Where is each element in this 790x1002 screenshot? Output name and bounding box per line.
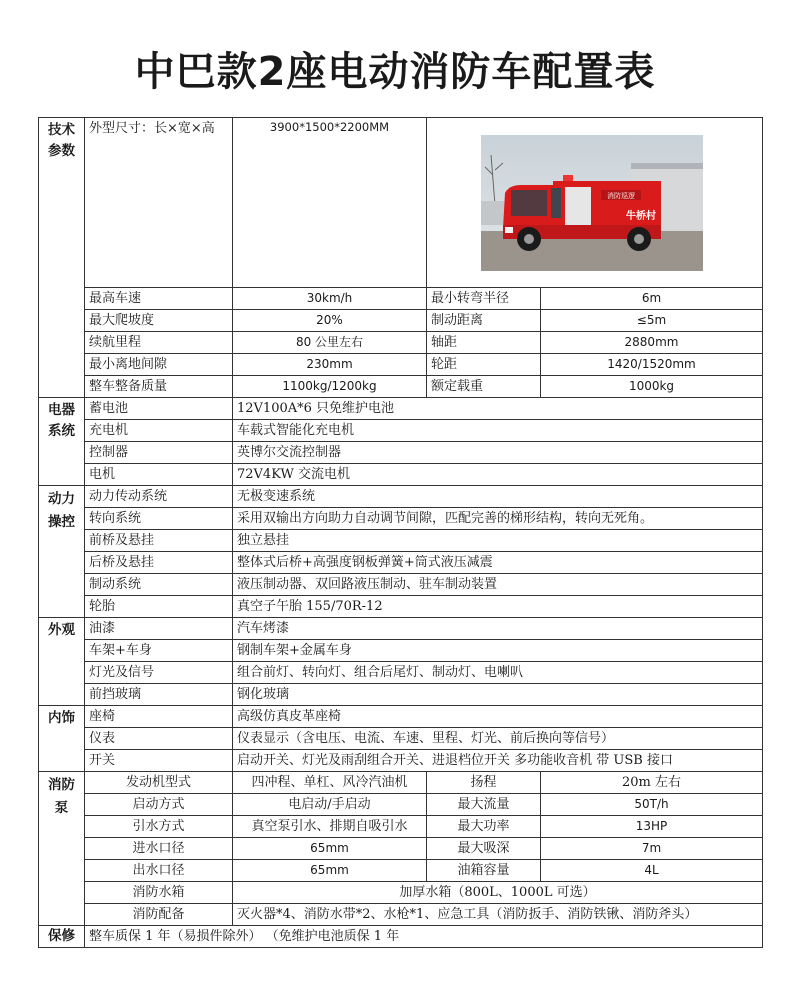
spec-label: 制动系统 bbox=[85, 574, 233, 596]
spec-value: 英博尔交流控制器 bbox=[233, 442, 763, 464]
table-row bbox=[39, 684, 763, 706]
table-row bbox=[39, 860, 763, 882]
table-row bbox=[39, 662, 763, 684]
spec-value: 2880mm bbox=[541, 332, 763, 354]
spec-value: 4L bbox=[541, 860, 763, 882]
spec-label: 前挡玻璃 bbox=[85, 684, 233, 706]
dimension-label: 外型尺寸：长×宽×高 bbox=[85, 118, 233, 288]
spec-value: 加厚水箱（800L、1000L 可选） bbox=[233, 882, 763, 904]
table-row bbox=[39, 904, 763, 926]
table-row bbox=[39, 772, 763, 794]
spec-label: 消防配备 bbox=[85, 904, 233, 926]
section-label-control: 动力操控 bbox=[39, 486, 85, 618]
spec-value: ≤5m bbox=[541, 310, 763, 332]
spec-value: 仪表显示（含电压、电流、车速、里程、灯光、前后换向等信号） bbox=[233, 728, 763, 750]
spec-label: 发动机型式 bbox=[85, 772, 233, 794]
table-row bbox=[39, 508, 763, 530]
spec-value: 20m 左右 bbox=[541, 772, 763, 794]
table-row bbox=[39, 288, 763, 310]
spec-label: 电机 bbox=[85, 464, 233, 486]
spec-label: 额定载重 bbox=[427, 376, 541, 398]
photo-village-text: 牛桥村 bbox=[626, 210, 656, 222]
spec-value: 独立悬挂 bbox=[233, 530, 763, 552]
spec-value: 启动开关、灯光及雨刮组合开关、进退档位开关 多功能收音机 带 USB 接口 bbox=[233, 750, 763, 772]
spec-label: 最高车速 bbox=[85, 288, 233, 310]
table-row bbox=[39, 816, 763, 838]
table-row bbox=[39, 728, 763, 750]
table-row bbox=[39, 376, 763, 398]
table-row bbox=[39, 574, 763, 596]
spec-value: 1100kg/1200kg bbox=[233, 376, 427, 398]
spec-value: 50T/h bbox=[541, 794, 763, 816]
table-row bbox=[39, 354, 763, 376]
spec-value: 无极变速系统 bbox=[233, 486, 763, 508]
table-row bbox=[39, 310, 763, 332]
spec-label: 最小转弯半径 bbox=[427, 288, 541, 310]
spec-value: 65mm bbox=[233, 860, 427, 882]
spec-label: 前桥及悬挂 bbox=[85, 530, 233, 552]
table-row bbox=[39, 596, 763, 618]
spec-label: 启动方式 bbox=[85, 794, 233, 816]
table-row bbox=[39, 442, 763, 464]
spec-value: 液压制动器、双回路液压制动、驻车制动装置 bbox=[233, 574, 763, 596]
spec-label: 油漆 bbox=[85, 618, 233, 640]
spec-label: 仪表 bbox=[85, 728, 233, 750]
spec-value: 1420/1520mm bbox=[541, 354, 763, 376]
spec-label: 最大吸深 bbox=[427, 838, 541, 860]
spec-label: 扬程 bbox=[427, 772, 541, 794]
table-row bbox=[39, 464, 763, 486]
spec-value: 72V4KW 交流电机 bbox=[233, 464, 763, 486]
table-row bbox=[39, 838, 763, 860]
fire-truck-photo bbox=[481, 135, 703, 271]
table-row bbox=[39, 794, 763, 816]
table-row bbox=[39, 882, 763, 904]
spec-label: 油箱容量 bbox=[427, 860, 541, 882]
spec-label: 动力传动系统 bbox=[85, 486, 233, 508]
table-row bbox=[39, 420, 763, 442]
spec-label: 出水口径 bbox=[85, 860, 233, 882]
spec-value: 钢制车架+金属车身 bbox=[233, 640, 763, 662]
warranty-value: 整车质保 1 年（易损件除外） （免维护电池质保 1 年 bbox=[85, 926, 763, 948]
spec-value: 7m bbox=[541, 838, 763, 860]
table-row bbox=[39, 640, 763, 662]
spec-value: 6m bbox=[541, 288, 763, 310]
table-row bbox=[39, 552, 763, 574]
spec-value: 组合前灯、转向灯、组合后尾灯、制动灯、电喇叭 bbox=[233, 662, 763, 684]
spec-value: 高级仿真皮革座椅 bbox=[233, 706, 763, 728]
spec-value: 整体式后桥+高强度钢板弹簧+筒式液压减震 bbox=[233, 552, 763, 574]
spec-value: 1000kg bbox=[541, 376, 763, 398]
spec-label: 进水口径 bbox=[85, 838, 233, 860]
spec-label: 最小离地间隙 bbox=[85, 354, 233, 376]
spec-label: 开关 bbox=[85, 750, 233, 772]
section-label-tech: 技术参数 bbox=[39, 118, 85, 398]
config-table bbox=[38, 117, 763, 948]
table-row bbox=[39, 926, 763, 948]
spec-label: 引水方式 bbox=[85, 816, 233, 838]
spec-value: 灭火器*4、消防水带*2、水枪*1、应急工具（消防扳手、消防铁锹、消防斧头） bbox=[233, 904, 763, 926]
table-row bbox=[39, 486, 763, 508]
dimension-value: 3900*1500*2200MM bbox=[233, 118, 427, 288]
section-label-exterior: 外观 bbox=[39, 618, 85, 706]
spec-value: 真空子午胎 155/70R-12 bbox=[233, 596, 763, 618]
photo-sign-text: 消防巡逻 bbox=[607, 191, 635, 200]
vehicle-photo-cell bbox=[427, 118, 763, 288]
spec-value: 12V100A*6 只免维护电池 bbox=[233, 398, 763, 420]
spec-value: 汽车烤漆 bbox=[233, 618, 763, 640]
section-label-electrical: 电器系统 bbox=[39, 398, 85, 486]
spec-label: 续航里程 bbox=[85, 332, 233, 354]
spec-label: 轮胎 bbox=[85, 596, 233, 618]
spec-value: 20% bbox=[233, 310, 427, 332]
spec-label: 最大流量 bbox=[427, 794, 541, 816]
spec-label: 最大爬坡度 bbox=[85, 310, 233, 332]
spec-label: 车架+车身 bbox=[85, 640, 233, 662]
table-row bbox=[39, 706, 763, 728]
table-row bbox=[39, 618, 763, 640]
spec-label: 整车整备质量 bbox=[85, 376, 233, 398]
table-row bbox=[39, 332, 763, 354]
spec-label: 消防水箱 bbox=[85, 882, 233, 904]
spec-label: 轮距 bbox=[427, 354, 541, 376]
spec-value: 采用双输出方向助力自动调节间隙，匹配完善的梯形结构，转向无死角。 bbox=[233, 508, 763, 530]
spec-value: 车载式智能化充电机 bbox=[233, 420, 763, 442]
section-label-pump: 消防泵 bbox=[39, 772, 85, 926]
spec-value: 30km/h bbox=[233, 288, 427, 310]
spec-value: 四冲程、单杠、风冷汽油机 bbox=[233, 772, 427, 794]
table-row bbox=[39, 530, 763, 552]
section-label-warranty: 保修 bbox=[39, 926, 85, 948]
spec-label: 座椅 bbox=[85, 706, 233, 728]
table-row bbox=[39, 750, 763, 772]
table-row bbox=[39, 398, 763, 420]
spec-value: 80 公里左右 bbox=[233, 332, 427, 354]
spec-value: 钢化玻璃 bbox=[233, 684, 763, 706]
spec-label: 制动距离 bbox=[427, 310, 541, 332]
spec-label: 蓄电池 bbox=[85, 398, 233, 420]
section-label-interior: 内饰 bbox=[39, 706, 85, 772]
spec-label: 最大功率 bbox=[427, 816, 541, 838]
spec-label: 转向系统 bbox=[85, 508, 233, 530]
page-title: 中巴款2座电动消防车配置表 bbox=[134, 49, 656, 95]
spec-value: 65mm bbox=[233, 838, 427, 860]
spec-value: 真空泵引水、排期自吸引水 bbox=[233, 816, 427, 838]
spec-label: 充电机 bbox=[85, 420, 233, 442]
spec-label: 后桥及悬挂 bbox=[85, 552, 233, 574]
spec-label: 控制器 bbox=[85, 442, 233, 464]
spec-value: 230mm bbox=[233, 354, 427, 376]
spec-label: 轴距 bbox=[427, 332, 541, 354]
spec-label: 灯光及信号 bbox=[85, 662, 233, 684]
spec-value: 电启动/手启动 bbox=[233, 794, 427, 816]
spec-value: 13HP bbox=[541, 816, 763, 838]
table-row bbox=[39, 118, 763, 288]
